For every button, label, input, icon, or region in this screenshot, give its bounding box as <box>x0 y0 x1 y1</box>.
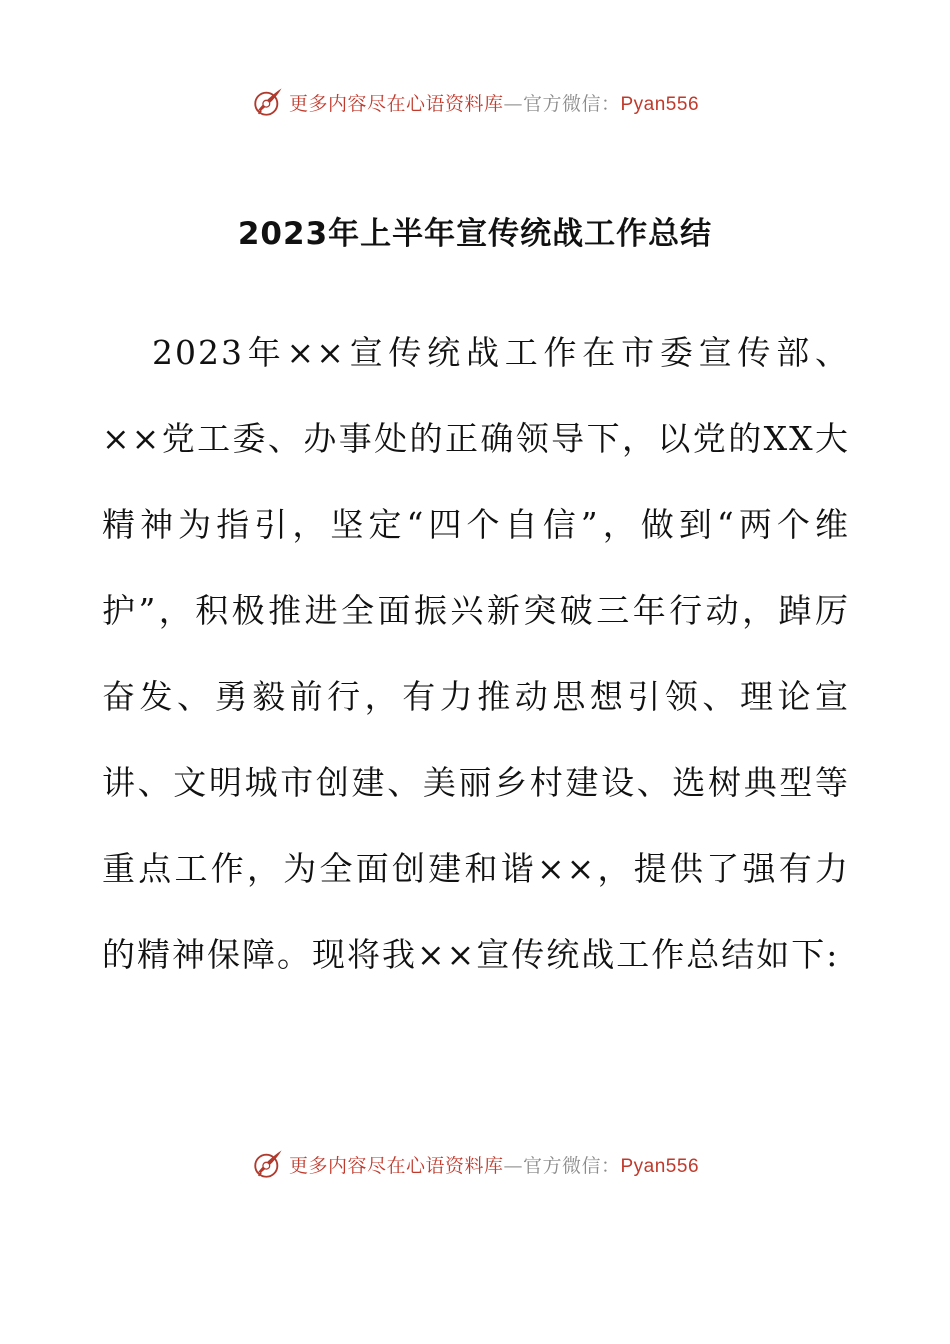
paragraph-text: 2023年××宣传统战工作在市委宣传部、××党工委、办事处的正确领导下，以党的XX大精神为指引，坚定“四个自信”，做到“两个维护”，积极推进全面振兴新突破三年行动，踔厉奋发、勇毅前行，有力推动思想引领、理论宣讲、文明城市创建、美丽乡村建设、选树典型等重点工作，为全面创建和谐××，提供了强有力的精神保障。现将我××宣传统战工作总结如下: <box>102 333 850 974</box>
watermark-separator: — <box>503 92 523 115</box>
watermark-account: Pyan556 <box>620 1155 700 1177</box>
document-paragraph <box>102 310 850 998</box>
watermark-text <box>289 89 699 116</box>
watermark-separator: — <box>503 1154 523 1177</box>
header-watermark <box>0 82 950 122</box>
watermark-prefix: 更多内容尽在心语资料库 <box>288 92 504 115</box>
footer-watermark <box>0 1144 950 1184</box>
watermark-prefix: 更多内容尽在心语资料库 <box>288 1154 504 1177</box>
watermark-account: Pyan556 <box>620 93 700 115</box>
document-title: 2023年上半年宣传统战工作总结 <box>237 216 713 252</box>
watermark-label: 官方微信： <box>522 1154 621 1177</box>
watermark-label: 官方微信： <box>522 92 621 115</box>
quill-pen-circle-icon <box>251 1147 285 1181</box>
quill-pen-circle-icon <box>251 85 285 119</box>
watermark-text <box>289 1151 699 1178</box>
